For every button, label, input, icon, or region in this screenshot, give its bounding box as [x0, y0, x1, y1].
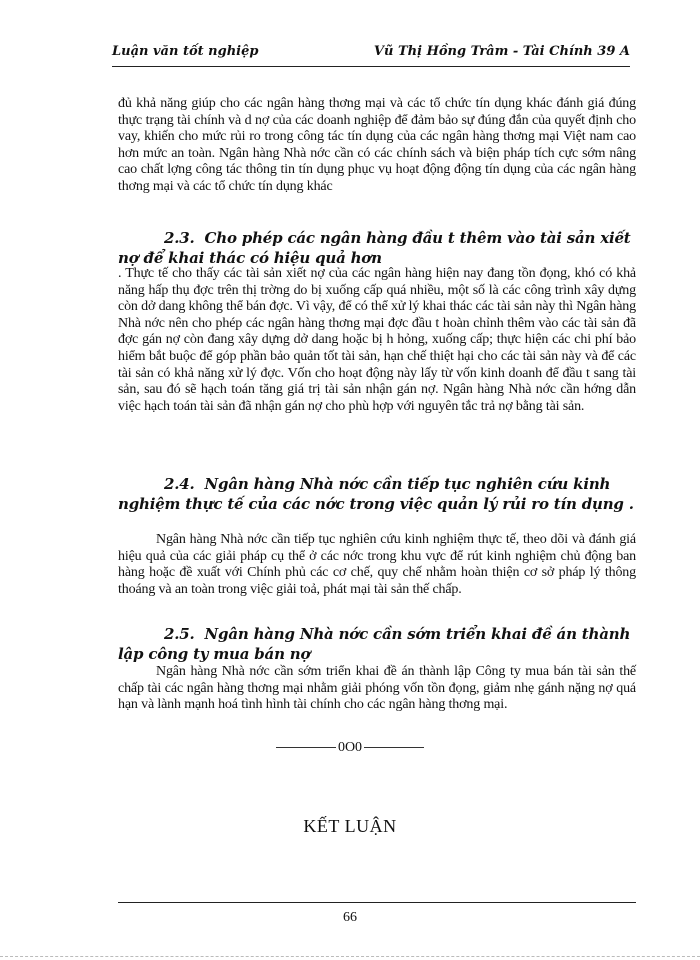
section-divider [0, 740, 700, 756]
heading-2-4-number: 2.4. [164, 475, 195, 493]
header-rule [112, 66, 630, 67]
divider-dash-left [276, 747, 336, 748]
divider-text: 0O0 [337, 740, 363, 755]
header-author: Vũ Thị Hồng Trâm - Tài Chính 39 A [373, 44, 630, 59]
heading-2-4 [118, 474, 636, 514]
heading-2-4-text: Ngân hàng Nhà nớc cần tiếp tục nghiên cứu kinh nghiệm thực tế của các nớc trong việc quản lý rủi ro tín dụng . [118, 475, 634, 513]
heading-2-3 [118, 228, 636, 268]
divider-dash-right [364, 747, 424, 748]
page-number: 66 [343, 910, 357, 925]
conclusion-title: KẾT LUẬN [303, 816, 397, 836]
heading-2-5-text: Ngân hàng Nhà nớc cần sớm triển khai đề án thành lập công ty mua bán nợ [118, 625, 631, 663]
paragraph-2-3: . Thực tế cho thấy các tài sản xiết nợ của các ngân hàng hiện nay đang tồn đọng, khó có khả năng hấp thụ đợc trên thị trờng do bị xuống cấp quá nhiều, một số là các công trình xây dựng còn dở dang không thể bán đợc. Vì vậy, để có thể xử lý khai thác các tài sản này thì Ngân hàng Nhà nớc nên cho phép các ngân hàng thơng mại đợc đầu t hoàn chỉnh thêm vào các tài sản đã đợc gán nợ còn đang xây dựng dở dang hoặc bị h hỏng, xuống cấp; thực hiện các chi phí bảo hiểm bắt buộc để góp phần bảo quản tốt tài sản, hạn chế thiệt hại cho các tài sản này và để các tài sản có khả năng xử lý đợc. Vốn cho hoạt động này lấy từ vốn kinh doanh để đầu t sang tài sản, sau đó sẽ hạch toán tăng giá trị tài sản nhận gán nợ. Ngân hàng Nhà nớc cần hớng dẫn việc hạch toán tài sản đã nhận gán nợ cho phù hợp với nguyên tắc trả nợ bằng tài sản. [118, 266, 636, 414]
header-thesis-label: Luận văn tốt nghiệp [112, 44, 259, 59]
heading-2-3-text: Cho phép các ngân hàng đầu t thêm vào tài sản xiết nợ để khai thác có hiệu quả hơn [118, 229, 631, 267]
page-header [112, 38, 630, 66]
paragraph-intro: đủ khả năng giúp cho các ngân hàng thơng mại và các tổ chức tín dụng khác đánh giá đúng thực trạng tài chính và d nợ của các doanh nghiệp để đảm bảo sự đúng đắn của quyết định cho vay, khiến cho mức rủi ro trong công tác tín dụng của các ngân hàng thơng mại Việt nam cao hơn mức an toàn. Ngân hàng Nhà nớc cần có các chính sách và biện pháp tích cực sớm nâng cao chất lợng công tác thông tin tín dụng phục vụ hoạt động động tín dụng của các ngân hàng thơng mại và các tổ chức tín dụng khác [118, 96, 636, 194]
page-bottom-rule [0, 956, 700, 957]
footer-rule [118, 902, 636, 903]
heading-2-3-number: 2.3. [164, 229, 195, 247]
paragraph-2-5: Ngân hàng Nhà nớc cần sớm triển khai đề án thành lập Công ty mua bán tài sản thế chấp tài các ngân hàng thơng mại nhằm giải phóng vốn tồn đọng, giảm nhẹ gánh nặng nợ quá hạn và lành mạnh hoá tình hình tài chính cho các ngân hàng thơng mại. [118, 664, 636, 713]
heading-2-5-number: 2.5. [164, 625, 195, 643]
paragraph-2-4: Ngân hàng Nhà nớc cần tiếp tục nghiên cứu kinh nghiệm thực tế, theo dõi và đánh giá hiệu quả của các giải pháp cụ thể ở các nớc trong khu vực để rút kinh nghiệm chủ động ban hàng hoặc đề xuất với Chính phủ các cơ chế, quy chế nhằm hoàn thiện cơ sở pháp lý thông thoáng và an toàn trong việc giải toả, phát mại tài sản thế chấp. [118, 532, 636, 597]
heading-2-5 [118, 624, 636, 664]
